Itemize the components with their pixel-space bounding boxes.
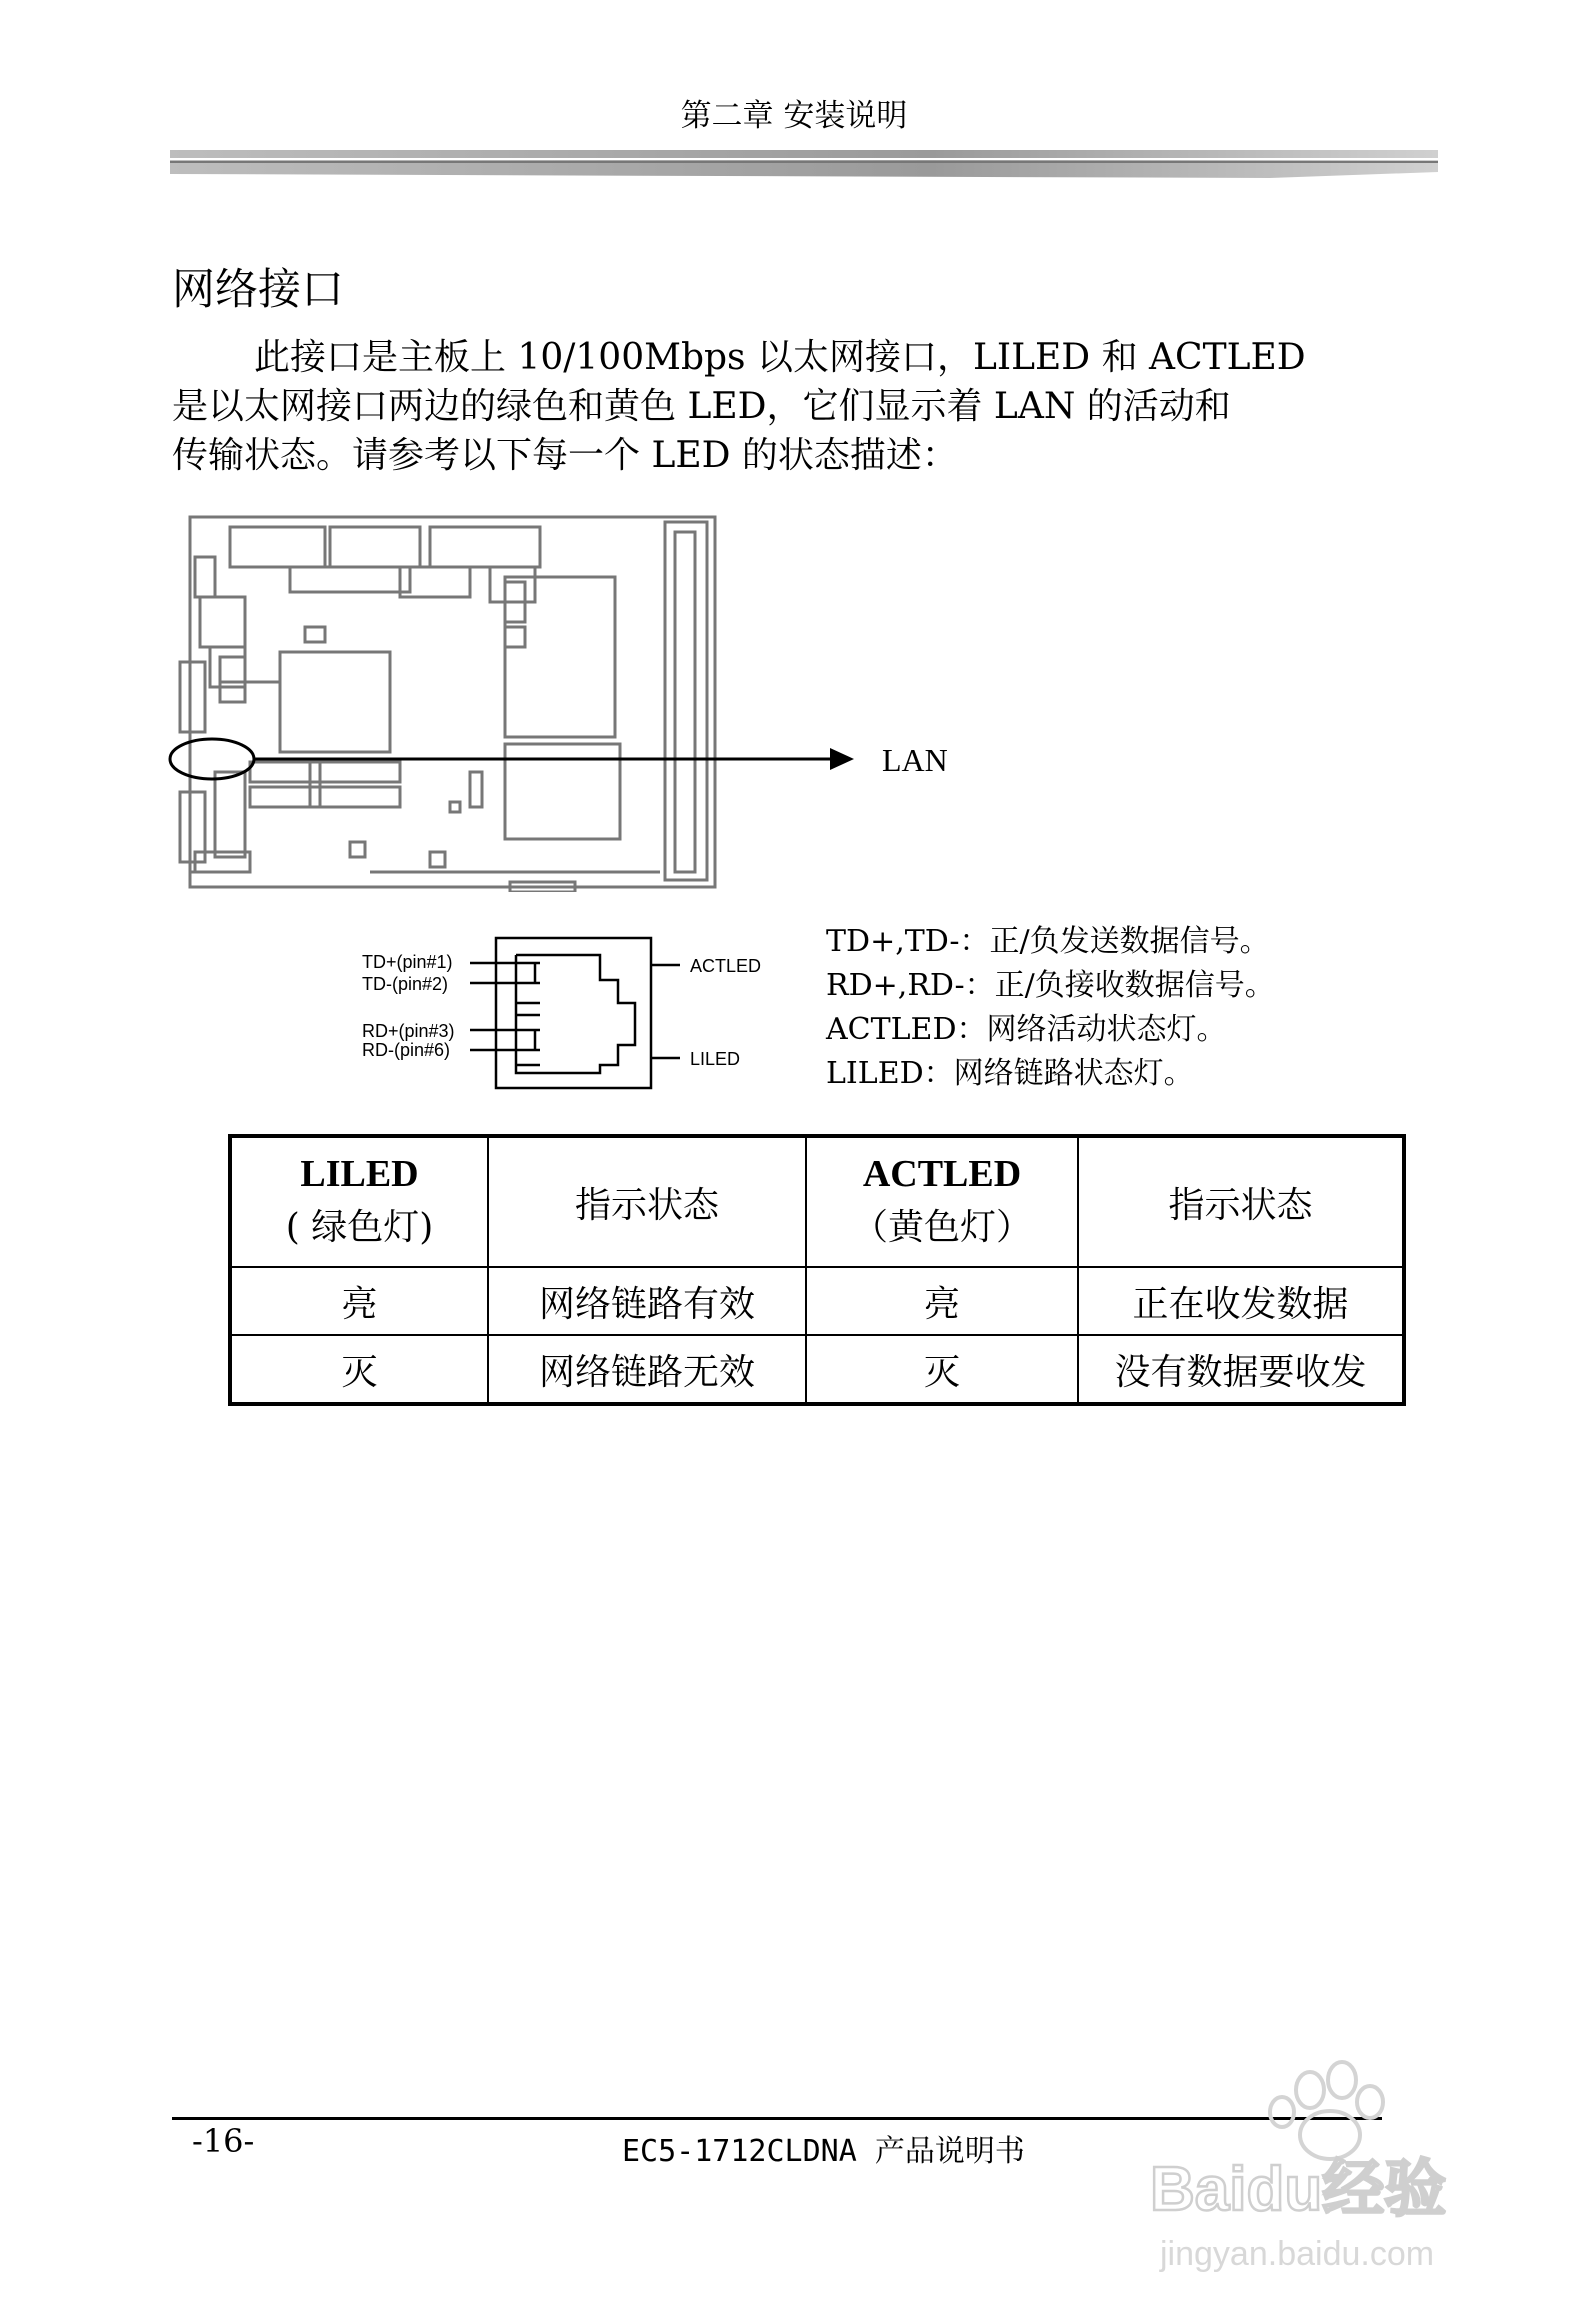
header-cell-status: 指示状态 xyxy=(1078,1136,1404,1267)
table-cell: 网络链路无效 xyxy=(488,1335,806,1404)
description-line: TD+,TD-：正/负发送数据信号。 xyxy=(826,924,1270,959)
table-cell: 亮 xyxy=(806,1267,1078,1335)
table-cell: 灭 xyxy=(806,1335,1078,1404)
header-cell-liled xyxy=(230,1136,488,1267)
description-line: ACTLED：网络活动状态灯。 xyxy=(826,1012,1227,1047)
lan-label: LAN xyxy=(882,742,948,778)
paragraph-line: 此接口是主板上 10/100Mbps 以太网接口，LILED 和 ACTLED xyxy=(254,337,1306,378)
lan-port-highlight xyxy=(170,739,254,779)
led-status-table xyxy=(228,1134,1406,1406)
motherboard-diagram xyxy=(160,512,1160,892)
pin-label-td-plus: TD+(pin#1) xyxy=(362,952,453,972)
header-actled-title: ACTLED xyxy=(862,1153,1022,1195)
signal-descriptions xyxy=(826,920,1275,1096)
actled-label: ACTLED xyxy=(690,956,762,976)
section-title: 网络接口 xyxy=(172,265,344,315)
description-line: LILED：网络链路状态灯。 xyxy=(826,1056,1194,1091)
table-cell: 亮 xyxy=(230,1267,488,1335)
page-number: -16- xyxy=(192,2122,255,2160)
watermark-url: jingyan.baidu.com xyxy=(1160,2235,1435,2273)
body-paragraph xyxy=(172,333,1392,480)
header-cell-actled xyxy=(806,1136,1078,1267)
paragraph-line: 传输状态。请参考以下每一个 LED 的状态描述： xyxy=(172,435,958,476)
board-outline xyxy=(190,517,715,887)
watermark-brand: Baidu经验 xyxy=(1150,2155,1447,2224)
pin-label-td-minus: TD-(pin#2) xyxy=(362,974,449,994)
table-cell: 没有数据要收发 xyxy=(1078,1335,1404,1404)
pin-label-rd-plus: RD+(pin#3) xyxy=(362,1021,455,1041)
baidu-watermark xyxy=(1130,2040,1490,2280)
table-header-row xyxy=(230,1136,1404,1267)
paw-icon xyxy=(1270,2062,1383,2159)
liled-label: LILED xyxy=(690,1049,741,1069)
rj45-connector-diagram xyxy=(350,925,790,1095)
chapter-header: 第二章 安装说明 xyxy=(680,98,908,134)
table-row xyxy=(230,1335,1404,1404)
header-rule xyxy=(170,148,1438,184)
paragraph-line: 是以太网接口两边的绿色和黄色 LED，它们显示着 LAN 的活动和 xyxy=(172,386,1231,427)
table-cell: 灭 xyxy=(230,1335,488,1404)
pin-label-rd-minus: RD-(pin#6) xyxy=(362,1040,451,1060)
lan-arrow-head xyxy=(830,748,854,770)
header-liled-sub: ( 绿色灯) xyxy=(285,1207,434,1248)
document-title: EC5-1712CLDNA 产品说明书 xyxy=(622,2134,1025,2169)
header-cell-status: 指示状态 xyxy=(488,1136,806,1267)
table-cell: 正在收发数据 xyxy=(1078,1267,1404,1335)
header-liled-title: LILED xyxy=(300,1153,419,1195)
header-actled-sub: （黄色灯） xyxy=(851,1207,1032,1248)
description-line: RD+,RD-：正/负接收数据信号。 xyxy=(826,968,1275,1003)
table-row xyxy=(230,1267,1404,1335)
table-cell: 网络链路有效 xyxy=(488,1267,806,1335)
